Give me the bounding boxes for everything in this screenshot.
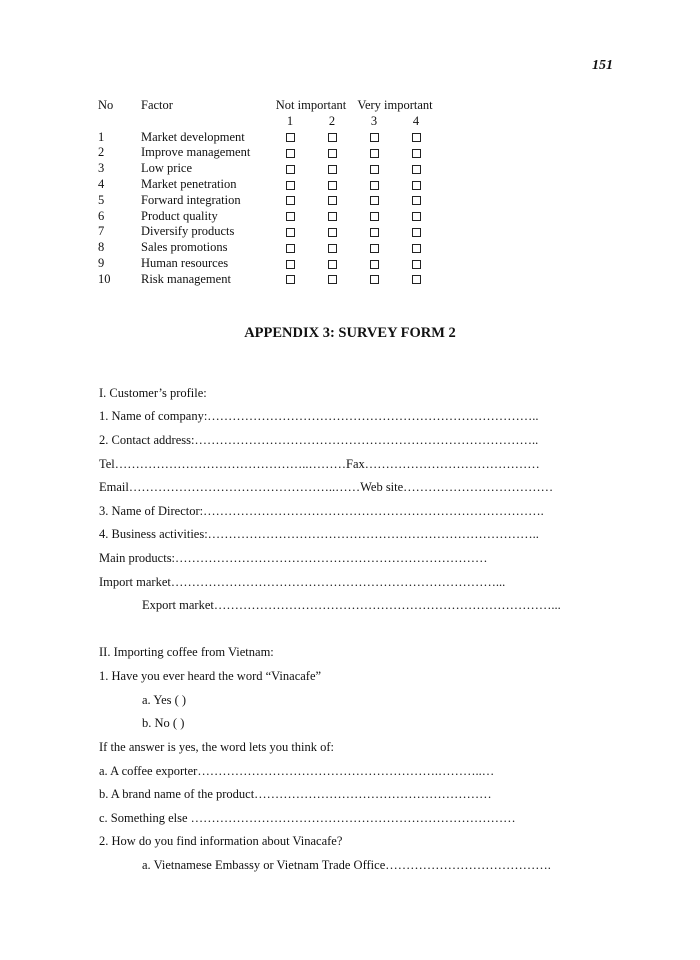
rating-checkbox-2[interactable] <box>328 181 337 190</box>
rating-checkbox-2[interactable] <box>328 133 337 142</box>
rating-checkbox-4[interactable] <box>412 275 421 284</box>
importing-heading: II. Importing coffee from Vietnam: <box>99 645 274 659</box>
factor-name: Risk management <box>141 271 231 286</box>
factor-row <box>98 161 437 177</box>
rating-checkbox-3[interactable] <box>370 133 379 142</box>
rating-checkbox-1[interactable] <box>286 228 295 237</box>
rating-checkbox-3[interactable] <box>370 165 379 174</box>
rating-checkbox-1[interactable] <box>286 260 295 269</box>
rating-checkbox-3[interactable] <box>370 275 379 284</box>
rating-checkbox-4[interactable] <box>412 149 421 158</box>
factor-name: Sales promotions <box>141 240 228 255</box>
scale-1: 1 <box>286 113 294 128</box>
table-header-row <box>98 98 437 114</box>
header-no: No <box>98 98 114 112</box>
factor-name: Market penetration <box>141 176 237 191</box>
rating-checkbox-4[interactable] <box>412 165 421 174</box>
factor-number: 3 <box>98 161 105 176</box>
option-brand-name[interactable]: b. A brand name of the product………………………………………………… <box>99 787 492 801</box>
rating-checkbox-1[interactable] <box>286 181 295 190</box>
factor-row <box>98 272 437 288</box>
rating-checkbox-2[interactable] <box>328 196 337 205</box>
rating-checkbox-4[interactable] <box>412 260 421 269</box>
scale-4: 4 <box>412 113 420 128</box>
rating-checkbox-2[interactable] <box>328 165 337 174</box>
factor-number: 10 <box>98 271 111 286</box>
rating-checkbox-4[interactable] <box>412 196 421 205</box>
tel-fax-field[interactable]: Tel………………………………………..………Fax…………………………………… <box>99 457 540 471</box>
factor-number: 9 <box>98 255 105 270</box>
import-market-field[interactable]: Import market……………………………………………………………………... <box>99 575 506 589</box>
rating-checkbox-2[interactable] <box>328 244 337 253</box>
business-activities-field[interactable]: 4. Business activities:…………………………………………………………………….. <box>99 527 539 541</box>
factor-row <box>98 240 437 256</box>
header-not-important: Not important <box>275 98 347 112</box>
rating-checkbox-3[interactable] <box>370 212 379 221</box>
profile-heading: I. Customer’s profile: <box>99 386 207 400</box>
answer-no-option[interactable]: b. No ( ) <box>142 716 185 730</box>
rating-checkbox-2[interactable] <box>328 228 337 237</box>
rating-checkbox-3[interactable] <box>370 181 379 190</box>
factor-name: Market development <box>141 129 245 144</box>
scale-row <box>98 114 437 130</box>
scale-2: 2 <box>328 113 336 128</box>
director-name-field[interactable]: 3. Name of Director:………………………………………………………………………. <box>99 504 544 518</box>
contact-address-field[interactable]: 2. Contact address:……………………………………………………………………….. <box>99 433 539 447</box>
factor-number: 4 <box>98 176 105 191</box>
export-market-field[interactable]: Export market………………………………………………………………………... <box>142 598 561 612</box>
rating-checkbox-4[interactable] <box>412 228 421 237</box>
question-2: 2. How do you find information about Vinacafe? <box>99 834 343 848</box>
appendix-title: APPENDIX 3: SURVEY FORM 2 <box>244 325 456 341</box>
factor-number: 7 <box>98 224 105 239</box>
factor-row <box>98 145 437 161</box>
email-website-field[interactable]: Email…………………………………………..……Web site……………………………… <box>99 480 554 494</box>
scale-3: 3 <box>370 113 378 128</box>
rating-checkbox-3[interactable] <box>370 260 379 269</box>
header-factor: Factor <box>141 98 173 112</box>
factor-number: 1 <box>98 129 105 144</box>
rating-checkbox-1[interactable] <box>286 165 295 174</box>
rating-checkbox-2[interactable] <box>328 260 337 269</box>
factor-row <box>98 130 437 146</box>
rating-checkbox-1[interactable] <box>286 133 295 142</box>
factor-name: Improve management <box>141 145 251 160</box>
rating-checkbox-3[interactable] <box>370 149 379 158</box>
answer-yes-option[interactable]: a. Yes ( ) <box>142 693 187 707</box>
option-coffee-exporter[interactable]: a. A coffee exporter………………………………………………….………..… <box>99 764 495 778</box>
rating-checkbox-2[interactable] <box>328 275 337 284</box>
company-name-field[interactable]: 1. Name of company:…………………………………………………………………….. <box>99 409 539 423</box>
factor-number: 8 <box>98 240 105 255</box>
factor-row <box>98 256 437 272</box>
header-very-important: Very important <box>357 98 433 112</box>
option-embassy-trade-office[interactable]: a. Vietnamese Embassy or Vietnam Trade Office…………………………………. <box>142 858 551 872</box>
rating-checkbox-3[interactable] <box>370 228 379 237</box>
rating-checkbox-2[interactable] <box>328 212 337 221</box>
option-something-else[interactable]: c. Something else …………………………………………………………………… <box>99 811 516 825</box>
factor-row <box>98 177 437 193</box>
rating-checkbox-3[interactable] <box>370 244 379 253</box>
factor-name: Diversify products <box>141 224 235 239</box>
rating-checkbox-4[interactable] <box>412 133 421 142</box>
rating-checkbox-2[interactable] <box>328 149 337 158</box>
rating-checkbox-4[interactable] <box>412 181 421 190</box>
factor-row <box>98 193 437 209</box>
main-products-field[interactable]: Main products:………………………………………………………………… <box>99 551 488 565</box>
rating-checkbox-1[interactable] <box>286 149 295 158</box>
rating-checkbox-1[interactable] <box>286 275 295 284</box>
rating-checkbox-4[interactable] <box>412 212 421 221</box>
factor-row <box>98 209 437 225</box>
factor-name: Human resources <box>141 255 229 270</box>
rating-checkbox-1[interactable] <box>286 244 295 253</box>
followup-question: If the answer is yes, the word lets you think of: <box>99 740 335 754</box>
rating-checkbox-4[interactable] <box>412 244 421 253</box>
factor-name: Low price <box>141 161 193 176</box>
factor-number: 5 <box>98 192 105 207</box>
factor-name: Forward integration <box>141 192 241 207</box>
rating-checkbox-3[interactable] <box>370 196 379 205</box>
rating-checkbox-1[interactable] <box>286 196 295 205</box>
factor-number: 2 <box>98 145 105 160</box>
factor-number: 6 <box>98 208 105 223</box>
page-number: 151 <box>592 58 613 73</box>
factor-row <box>98 224 437 240</box>
rating-checkbox-1[interactable] <box>286 212 295 221</box>
question-1: 1. Have you ever heard the word “Vinacafe” <box>99 669 322 683</box>
factor-rating-table <box>98 98 437 288</box>
factor-name: Product quality <box>141 208 218 223</box>
